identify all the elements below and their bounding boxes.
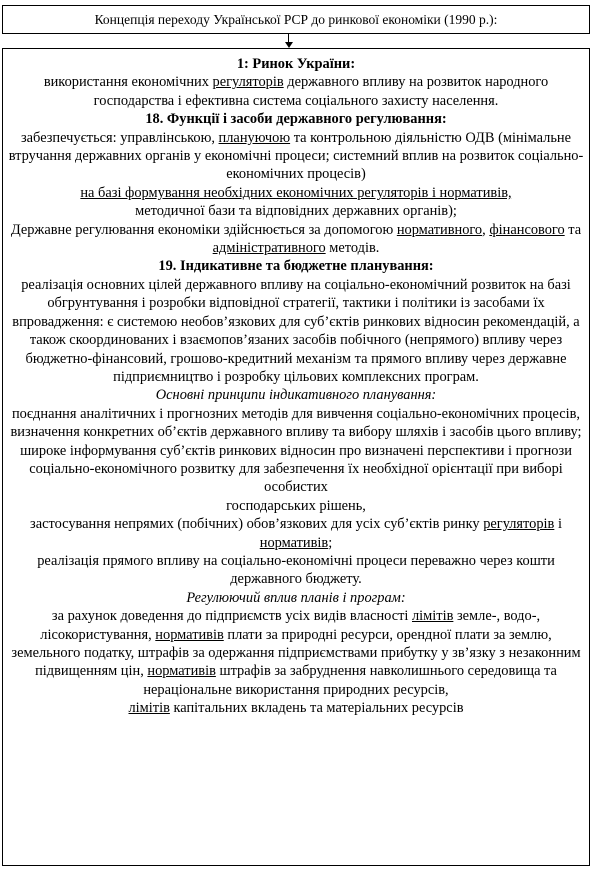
term-regulators-2: регуляторів xyxy=(483,516,555,533)
section-heading-planning: 19. Індикативне та бюджетне планування: xyxy=(158,258,434,275)
concept-title-box xyxy=(2,5,590,34)
principle-analytic: поєднання аналітичних і прогнозних методів для вивчення соціально-економічних процесів, визначення конкретних об’єктів державного впливу та вибору шляхів і засобів цього впливу; xyxy=(10,405,582,441)
principle-direct: реалізація прямого впливу на соціально-економічні процеси переважно через кошти державного бюджету. xyxy=(37,552,555,588)
paragraph-methods: Державне регулювання економіки здійснюється за допомогою нормативного, фінансового та адміністративного методів. xyxy=(10,221,582,257)
content-box xyxy=(2,48,590,866)
concept-title: Концепція переходу Української РСР до ринкової економіки (1990 р.): xyxy=(94,12,498,27)
paragraph-planning: реалізація основних цілей державного впливу на соціально-економічний розвиток на базі обгрунтування і розробки відповідної стратегії, тактики і політики із засобами їх впровадження: є системою необов’язкових для суб’єктів ринкових відносин рекомендацій, а також скоординованих і взаємопов’язаних засобів побічного (непрямого) впливу через бюджетно-фінансовий, грошово-кредитний механізм та прямого впливу через державне підприємництво і розробку цільових комплексних програм. xyxy=(12,276,580,385)
term-limits-2: лімітів xyxy=(128,700,170,717)
term-limits: лімітів xyxy=(412,608,454,625)
term-norms-3: нормативів xyxy=(155,626,224,643)
term-financial: фінансового xyxy=(489,221,565,238)
subheading-regulating-influence: Регулюючий вплив планів і програм: xyxy=(186,589,406,606)
term-normative: нормативного xyxy=(396,221,483,238)
paragraph-market: використання економічних регуляторів державного впливу на розвиток народного господарства і ефективна система соціального захисту населення. xyxy=(43,74,549,109)
subheading-principles: Основні принципи індикативного планування: xyxy=(155,387,437,404)
term-norms-2: нормативів xyxy=(259,534,329,551)
term-planning: плануючою xyxy=(218,129,291,146)
term-norms-4: нормативів xyxy=(147,663,216,680)
paragraph-limits: за рахунок доведення до підприємств усіх видів власності лімітів земле-, водо-, лісокористування, нормативів плати за природні ресурси, орендної плати за землю, земельного податку, штрафів за одержання підприємствами прибутку у зв’язку з незаконним підвищенням цін, нормативів штрафів за забруднення навколишнього середовища та нераціональне використання природних ресурсів, xyxy=(11,608,581,698)
paragraph-capital-limits: лімітів капітальних вкладень та матеріальних ресурсів xyxy=(128,700,464,717)
principle-indirect: застосування непрямих (побічних) обов’язкових для усіх суб’єктів ринку регуляторів і нормативів; xyxy=(30,516,562,551)
term-administrative: адміністративного xyxy=(212,240,326,257)
principle-informing: широке інформування суб’єктів ринкових відносин про визначені перспективи і прогнози соціально-економічного розвитку для забезпечення їх необхідної орієнтації при виборі особистих господарських рішень, xyxy=(20,442,572,514)
term-regulators-norms: на базі формування необхідних економічних регуляторів і нормативів, xyxy=(80,184,512,201)
section-heading-functions: 18. Функції і засоби державного регулювання: xyxy=(145,111,447,128)
term-regulators: регуляторів xyxy=(212,74,284,91)
section-heading-market: 1: Ринок України: xyxy=(236,56,356,72)
paragraph-functions: забезпечується: управлінською, плануючою та контрольною діяльністю ОДВ (мінімальне втручання державних органів у економічні процеси; системний вплив на розвиток соціально-економічних процесів) на базі формування необхідних економічних регуляторів і нормативів, методичної бази та відповідних державних органів); xyxy=(8,129,584,220)
